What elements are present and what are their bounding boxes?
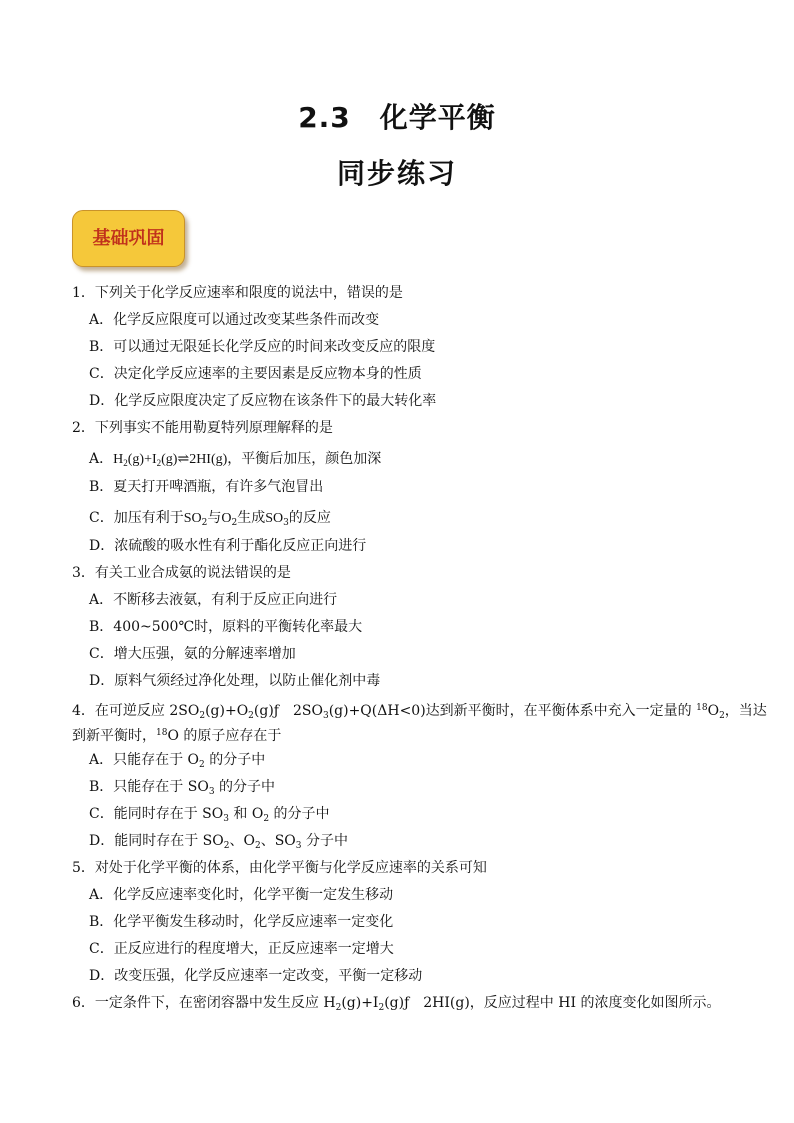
text-part: 、SO bbox=[260, 833, 296, 849]
text-part: 生成 bbox=[237, 510, 266, 526]
text-part: (g)ƒ 2HI(g)，反应过程中 HI 的浓度变化如图所示。 bbox=[384, 995, 721, 1011]
formula-sub: 3 bbox=[283, 518, 289, 528]
sub: 2 bbox=[378, 1003, 385, 1013]
formula-part: SO bbox=[265, 511, 284, 526]
question-1-option-a: A．化学反应限度可以通过改变某些条件而改变 bbox=[89, 312, 380, 328]
question-2-option-b: B．夏天打开啤酒瓶，有许多气泡冒出 bbox=[89, 479, 324, 495]
question-4-option-d bbox=[72, 830, 732, 857]
eq-part: H bbox=[113, 452, 124, 467]
question-2-stem: 2．下列事实不能用勒夏特列原理解释的是 bbox=[72, 420, 333, 436]
eq-part: (g)⇌2HI(g) bbox=[161, 452, 228, 467]
formula-sub: 2 bbox=[201, 518, 208, 528]
sub: 3 bbox=[223, 814, 229, 824]
question-6-stem bbox=[72, 992, 732, 1019]
formula-part: SO bbox=[183, 511, 202, 526]
eq-sub: 2 bbox=[123, 458, 128, 468]
sub: 2 bbox=[223, 841, 230, 851]
sub: 2 bbox=[199, 760, 205, 770]
text-part: 、O bbox=[229, 833, 255, 849]
text-part: (g)+O bbox=[205, 703, 249, 719]
question-5-option-b: B．化学平衡发生移动时，化学反应速率一定变化 bbox=[89, 914, 394, 930]
question-5-option-d: D．改变压强，化学反应速率一定改变，平衡一定移动 bbox=[89, 968, 423, 984]
question-5-option-a: A．化学反应速率变化时，化学平衡一定发生移动 bbox=[89, 887, 394, 903]
equation-h2-i2-hi bbox=[113, 452, 227, 467]
text-part: (g)ƒ 2SO bbox=[253, 703, 323, 719]
text-part: O bbox=[707, 703, 720, 719]
formula-sub: 2 bbox=[231, 518, 238, 528]
question-3-option-d: D．原料气须经过净化处理，以防止催化剂中毒 bbox=[89, 673, 381, 689]
basic-consolidation-badge bbox=[72, 210, 185, 267]
text-part: 和 O bbox=[228, 806, 264, 822]
question-2-option-d: D．浓硫酸的吸水性有利于酯化反应正向进行 bbox=[89, 538, 367, 554]
sub: 2 bbox=[335, 1003, 342, 1013]
question-1-option-d: D．化学反应限度决定了反应物在该条件下的最大转化率 bbox=[89, 393, 437, 409]
formula-part: O bbox=[221, 511, 232, 526]
question-4-option-b bbox=[72, 776, 732, 803]
text-part: (g)+I bbox=[341, 995, 379, 1011]
question-list bbox=[72, 282, 767, 1019]
sub: 3 bbox=[208, 787, 215, 797]
question-5-option-c: C．正反应进行的程度增大，正反应速率一定增大 bbox=[89, 941, 394, 957]
question-1-option-b: B．可以通过无限延长化学反应的时间来改变反应的限度 bbox=[89, 339, 436, 355]
question-3-option-c: C．增大压强，氨的分解速率增加 bbox=[89, 646, 296, 662]
sub: 2 bbox=[719, 711, 725, 721]
text-part: 6．一定条件下，在密闭容器中发生反应 H bbox=[72, 995, 336, 1011]
sub: 3 bbox=[322, 711, 329, 721]
section-subtitle: 同步练习 bbox=[336, 157, 457, 190]
text-part: 的分子中 bbox=[269, 806, 330, 822]
text-part: 4．在可逆反应 2SO bbox=[72, 703, 200, 719]
text-part: 与 bbox=[207, 510, 222, 526]
question-3-option-b: B．400~500℃时，原料的平衡转化率最大 bbox=[89, 619, 363, 635]
text-part: B．只能存在于 SO bbox=[89, 779, 209, 795]
option-a-suffix: ，平衡后加压，颜色加深 bbox=[227, 451, 382, 467]
sub: 2 bbox=[263, 814, 270, 824]
text-part: C．能同时存在于 SO bbox=[89, 806, 224, 822]
text-part: 分子中 bbox=[301, 833, 348, 849]
text-part: ，当达 bbox=[724, 703, 767, 719]
sub: 2 bbox=[199, 711, 206, 721]
text-part: 的分子中 bbox=[214, 779, 275, 795]
option-a-prefix: A． bbox=[89, 451, 114, 467]
sub: 2 bbox=[254, 841, 261, 851]
question-4-stem-continued bbox=[72, 722, 732, 749]
question-2-option-c bbox=[72, 503, 732, 535]
question-4-stem bbox=[72, 697, 767, 724]
question-4-option-c bbox=[72, 803, 732, 830]
text-part: A．只能存在于 O bbox=[89, 752, 200, 768]
question-2-option-a bbox=[72, 444, 732, 476]
question-1-stem: 1．下列关于化学反应速率和限度的说法中，错误的是 bbox=[72, 285, 403, 301]
text-part: 的分子中 bbox=[204, 752, 266, 768]
question-5-stem: 5．对处于化学平衡的体系，由化学平衡与化学反应速率的关系可知 bbox=[72, 860, 487, 876]
text-part: O 的原子应存在于 bbox=[167, 728, 282, 744]
sub: 2 bbox=[248, 711, 254, 721]
question-3-stem: 3．有关工业合成氨的说法错误的是 bbox=[72, 565, 291, 581]
section-title: 2.3 化学平衡 bbox=[298, 101, 496, 134]
sub: 3 bbox=[295, 841, 302, 851]
sup: 18 bbox=[156, 728, 168, 738]
question-1-option-c: C．决定化学反应速率的主要因素是反应物本身的性质 bbox=[89, 366, 422, 382]
eq-part: (g)+I bbox=[127, 452, 157, 467]
text-part: C．加压有利于 bbox=[89, 510, 184, 526]
text-part: D．能同时存在于 SO bbox=[89, 833, 224, 849]
badge-label: 基础巩固 bbox=[92, 228, 165, 249]
sup: 18 bbox=[696, 703, 708, 713]
question-3-option-a: A．不断移去液氨，有利于反应正向进行 bbox=[89, 592, 338, 608]
text-part: 到新平衡时， bbox=[72, 728, 156, 744]
eq-sub: 2 bbox=[156, 458, 162, 468]
text-part: (g)+Q(ΔH<0)达到新平衡时，在平衡体系中充入一定量的 bbox=[328, 703, 697, 719]
question-4-option-a bbox=[72, 749, 732, 776]
text-part: 的反应 bbox=[288, 510, 331, 526]
